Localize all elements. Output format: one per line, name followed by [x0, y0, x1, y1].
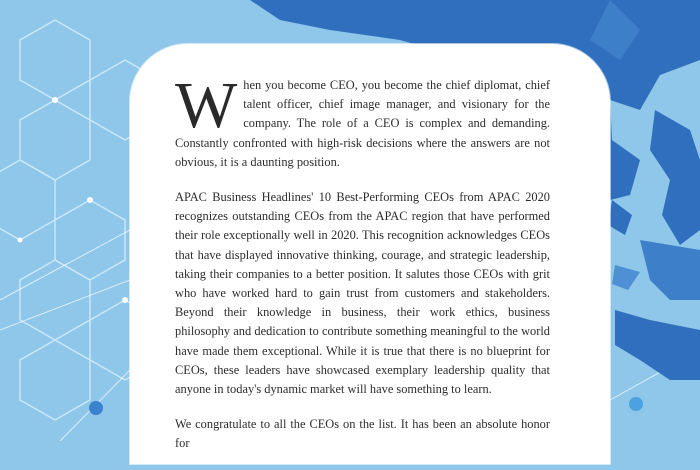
article-body [175, 69, 550, 470]
intro-paragraph [175, 69, 550, 172]
closing-paragraph: We congratulate to all the CEOs on the list. It has been an absolute honor for [175, 417, 550, 451]
drop-cap: W [175, 69, 238, 142]
intro-text: hen you become CEO, you become the chief diplomat, chief talent officer, chief image manager, and visionary for the company. The role of a CEO is complex and demanding. Constantly confronted with high-risk decisions where the answers are not obvious, it is a daunting position. [175, 78, 550, 169]
body-paragraph: APAC Business Headlines' 10 Best-Performing CEOs from APAC 2020 recognizes outstanding CEOs from the APAC region that have performed their role exceptionally well in 2020. This recognition acknowledges CEOs that have displayed innovative thinking, courage, and strategic leadership, taking their companies to a better position. It salutes those CEOs with grit who have worked hard to gain trust from customers and stakeholders. Beyond their knowledge in business, their work ethics, business philosophy and dedication to contribute something meaningful to the world have made them exceptional. While it is true that there is no blueprint for CEOs, these leaders have showcased exemplary leadership quality that anyone in today's dynamic market will have something to learn. [175, 190, 550, 397]
